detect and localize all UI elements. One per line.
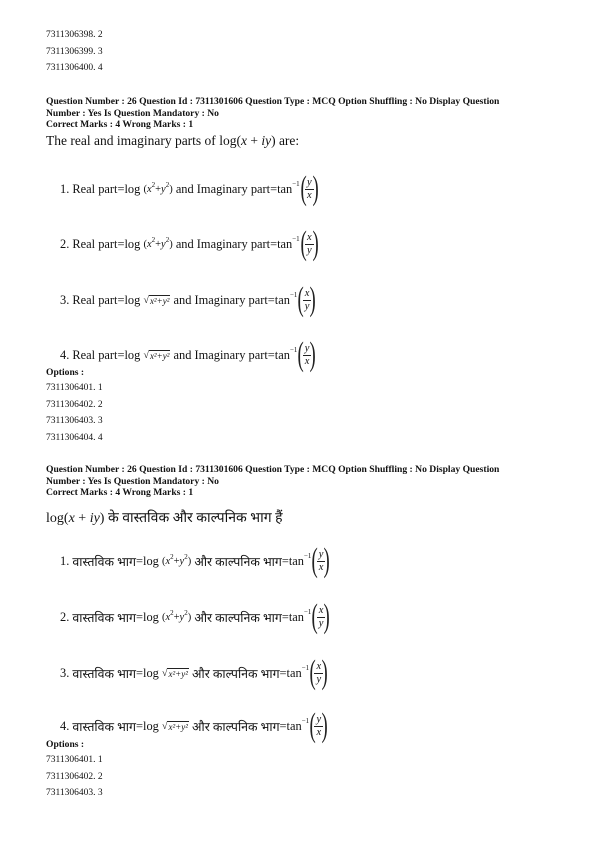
log-expression: log(x + iy)	[219, 133, 276, 148]
log-expression: log(x + iy)	[46, 511, 105, 526]
options-section-en	[46, 366, 103, 446]
question-header-hi	[46, 464, 499, 499]
option-1-hi: 1. वास्तविक भाग = log $(x^2+y^2)$ और काल्पनिक भाग = tan −1 ( y x )	[60, 542, 331, 579]
option-1-en: 1. Real part = log $(x^2+y^2)$ and Imaginary part = tan −1 ( y x )	[60, 170, 319, 207]
option-2-hi: 2. वास्तविक भाग = log $(x^2+y^2)$ और काल्पनिक भाग = tan −1 ( x y )	[60, 598, 331, 635]
option-4-hi: 4. वास्तविक भाग = log √ x²+y² और काल्पनिक भाग = tan −1 ( y x )	[60, 707, 328, 744]
option-id: 7311306400. 4	[46, 63, 103, 73]
option-4-en: 4. Real part = log √ x²+y² and Imaginary part = tan −1 ( y x )	[60, 336, 317, 373]
options-title: Options :	[46, 739, 85, 750]
option-2-en: 2. Real part = log $(x^2+y^2)$ and Imaginary part = tan −1 ( x y )	[60, 225, 319, 262]
question-stem-en: The real and imaginary parts of log(x + iy) are:	[46, 133, 300, 148]
option-id: 7311306403. 3	[46, 416, 103, 426]
top-option-list	[46, 27, 103, 77]
option-3-en: 3. Real part = log √ x²+y² and Imaginary part = tan −1 ( x y )	[60, 281, 317, 318]
question-header-line: Question Number : 26 Question Id : 7311301606 Question Type : MCQ Option Shuffling : No Display Question	[46, 96, 500, 107]
question-header-en	[46, 96, 499, 131]
option-3-hi: 3. वास्तविक भाग = log √ x²+y² और काल्पनिक भाग = tan −1 ( x y )	[60, 654, 328, 691]
option-id: 7311306401. 1	[46, 383, 103, 393]
option-id: 7311306402. 2	[46, 399, 103, 410]
option-id: 7311306403. 3	[46, 788, 103, 798]
option-id: 7311306404. 4	[46, 432, 103, 443]
marks-line: Correct Marks : 4 Wrong Marks : 1	[46, 487, 194, 498]
question-header-line: Number : Yes Is Question Mandatory : No	[46, 107, 219, 119]
option-id: 7311306402. 2	[46, 771, 103, 782]
question-stem-hi: log(x + iy) के वास्तविक और काल्पनिक भाग हैं	[46, 511, 283, 526]
question-header-line: Number : Yes Is Question Mandatory : No	[46, 475, 219, 487]
options-title: Options :	[46, 367, 85, 378]
option-id: 7311306398. 2	[46, 30, 103, 40]
option-id: 7311306399. 3	[46, 46, 103, 57]
marks-line: Correct Marks : 4 Wrong Marks : 1	[46, 119, 194, 130]
question-header-line: Question Number : 26 Question Id : 7311301606 Question Type : MCQ Option Shuffling : No Display Question	[46, 464, 500, 475]
option-id: 7311306401. 1	[46, 755, 103, 765]
options-section-hi	[46, 738, 103, 802]
